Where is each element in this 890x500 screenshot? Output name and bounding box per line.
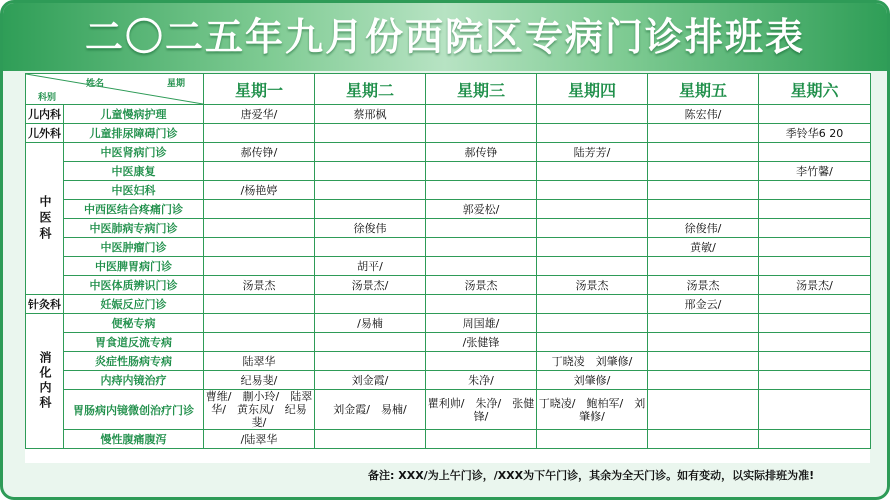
schedule-table-wrap	[25, 73, 870, 463]
schedule-cell: 郝传铮/	[204, 143, 315, 162]
clinic-name: 中医妇科	[64, 181, 204, 200]
day-header-tue: 星期二	[315, 74, 426, 105]
clinic-name: 儿童排尿障碍门诊	[64, 124, 204, 143]
clinic-name: 便秘专病	[64, 314, 204, 333]
schedule-cell	[759, 257, 871, 276]
schedule-cell	[648, 371, 759, 390]
day-header-wed: 星期三	[426, 74, 537, 105]
clinic-name: 妊娠反应门诊	[64, 295, 204, 314]
day-header-sat: 星期六	[759, 74, 871, 105]
schedule-cell	[759, 352, 871, 371]
schedule-cell: 蔡邢枫	[315, 105, 426, 124]
schedule-cell: /张健锋	[426, 333, 537, 352]
schedule-cell: 陈宏伟/	[648, 105, 759, 124]
clinic-name: 中医肿瘤门诊	[64, 238, 204, 257]
schedule-cell: 季铃华6 20	[759, 124, 871, 143]
clinic-name: 中医肾病门诊	[64, 143, 204, 162]
schedule-cell: 丁晓凌 刘肇修/	[537, 352, 648, 371]
schedule-cell	[426, 295, 537, 314]
header-row	[26, 74, 871, 105]
table-row	[26, 430, 871, 449]
schedule-cell	[204, 314, 315, 333]
schedule-cell	[204, 162, 315, 181]
clinic-name: 中医肺病专病门诊	[64, 219, 204, 238]
corner-name-label: 姓名	[86, 79, 105, 89]
schedule-cell	[759, 105, 871, 124]
table-row	[26, 105, 871, 124]
schedule-cell: 汤景杰/	[759, 276, 871, 295]
dept-acupuncture: 针灸科	[26, 295, 64, 314]
schedule-cell	[537, 105, 648, 124]
schedule-cell	[315, 124, 426, 143]
schedule-cell: /陆翠华	[204, 430, 315, 449]
schedule-cell	[648, 430, 759, 449]
clinic-name: 中医康复	[64, 162, 204, 181]
schedule-cell	[759, 333, 871, 352]
schedule-cell	[204, 295, 315, 314]
schedule-cell	[426, 219, 537, 238]
schedule-cell	[648, 352, 759, 371]
schedule-cell	[648, 143, 759, 162]
schedule-cell	[648, 162, 759, 181]
corner-week-label: 星期	[166, 79, 185, 89]
schedule-cell: 曹维/ 蒯小玲/ 陆翠华/ 黄东凤/ 纪易斐/	[204, 390, 315, 430]
schedule-cell: 郝传铮	[426, 143, 537, 162]
dept-pediatrics-internal: 儿内科	[26, 105, 64, 124]
schedule-cell: /杨艳婷	[204, 181, 315, 200]
schedule-cell: 纪易斐/	[204, 371, 315, 390]
schedule-cell	[759, 295, 871, 314]
corner-dept-label: 科别	[38, 93, 57, 103]
schedule-cell	[426, 352, 537, 371]
schedule-cell: 陆翠华	[204, 352, 315, 371]
schedule-cell	[537, 200, 648, 219]
schedule-cell: 黄敏/	[648, 238, 759, 257]
schedule-cell	[204, 257, 315, 276]
schedule-cell: 刘金霞/	[315, 371, 426, 390]
schedule-cell	[204, 124, 315, 143]
table-row	[26, 390, 871, 430]
clinic-name: 胃肠病内镜微创治疗门诊	[64, 390, 204, 430]
schedule-cell	[648, 390, 759, 430]
schedule-cell	[315, 430, 426, 449]
schedule-cell	[315, 333, 426, 352]
schedule-cell: 汤景杰	[204, 276, 315, 295]
schedule-cell	[315, 238, 426, 257]
table-row	[26, 314, 871, 333]
clinic-name: 内痔内镜治疗	[64, 371, 204, 390]
clinic-name: 慢性腹痛腹泻	[64, 430, 204, 449]
schedule-cell	[204, 219, 315, 238]
schedule-cell	[648, 200, 759, 219]
schedule-cell	[426, 105, 537, 124]
schedule-cell	[537, 162, 648, 181]
clinic-name: 中医体质辨识门诊	[64, 276, 204, 295]
schedule-cell	[648, 333, 759, 352]
schedule-cell: 徐俊伟/	[648, 219, 759, 238]
footer-note: 备注: XXX/为上午门诊，/XXX为下午门诊，其余为全天门诊。如有变动，以实际排班为准!	[368, 469, 815, 482]
table-row	[26, 181, 871, 200]
day-header-fri: 星期五	[648, 74, 759, 105]
schedule-cell	[759, 143, 871, 162]
schedule-cell	[315, 162, 426, 181]
schedule-cell: 周国雄/	[426, 314, 537, 333]
table-row	[26, 276, 871, 295]
dept-gastro: 消化内科	[26, 314, 64, 449]
schedule-cell: 汤景杰	[537, 276, 648, 295]
page-title: 二〇二五年九月份西院区专病门诊排班表	[84, 15, 805, 59]
schedule-cell	[426, 238, 537, 257]
schedule-cell: 刘肇修/	[537, 371, 648, 390]
table-row	[26, 352, 871, 371]
clinic-name: 中医脾胃病门诊	[64, 257, 204, 276]
schedule-cell	[537, 430, 648, 449]
schedule-cell: 胡平/	[315, 257, 426, 276]
table-row	[26, 371, 871, 390]
clinic-name: 炎症性肠病专病	[64, 352, 204, 371]
schedule-cell	[537, 219, 648, 238]
dept-tcm: 中医科	[26, 143, 64, 295]
schedule-cell: 邢金云/	[648, 295, 759, 314]
schedule-cell: 徐俊伟	[315, 219, 426, 238]
schedule-cell	[759, 390, 871, 430]
table-row	[26, 219, 871, 238]
schedule-cell	[204, 333, 315, 352]
day-header-mon: 星期一	[204, 74, 315, 105]
schedule-cell: 瞿利帅/ 朱净/ 张健锋/	[426, 390, 537, 430]
schedule-cell	[648, 124, 759, 143]
schedule-cell	[648, 257, 759, 276]
schedule-cell	[648, 314, 759, 333]
schedule-cell: 郭爱松/	[426, 200, 537, 219]
schedule-cell	[537, 257, 648, 276]
schedule-cell	[315, 200, 426, 219]
schedule-cell	[426, 162, 537, 181]
schedule-cell	[648, 181, 759, 200]
table-row	[26, 257, 871, 276]
schedule-cell	[426, 257, 537, 276]
schedule-cell	[537, 295, 648, 314]
schedule-cell	[537, 314, 648, 333]
schedule-cell: /易楠	[315, 314, 426, 333]
day-header-thu: 星期四	[537, 74, 648, 105]
table-row	[26, 200, 871, 219]
table-row	[26, 295, 871, 314]
clinic-name: 中西医结合疼痛门诊	[64, 200, 204, 219]
schedule-cell	[315, 295, 426, 314]
schedule-cell	[537, 238, 648, 257]
schedule-cell	[759, 200, 871, 219]
schedule-cell: 刘金霞/ 易楠/	[315, 390, 426, 430]
table-row	[26, 333, 871, 352]
schedule-cell	[426, 124, 537, 143]
schedule-cell: 丁晓凌/ 鲍柏军/ 刘肇修/	[537, 390, 648, 430]
schedule-cell	[315, 143, 426, 162]
schedule-cell	[426, 181, 537, 200]
schedule-cell	[537, 124, 648, 143]
corner-cell	[26, 74, 204, 105]
clinic-name: 胃食道反流专病	[64, 333, 204, 352]
schedule-cell	[204, 238, 315, 257]
schedule-cell: 汤景杰	[426, 276, 537, 295]
dept-pediatrics-surgery: 儿外科	[26, 124, 64, 143]
schedule-cell	[759, 238, 871, 257]
schedule-cell	[315, 352, 426, 371]
table-row	[26, 238, 871, 257]
clinic-name: 儿童慢病护理	[64, 105, 204, 124]
schedule-cell: 汤景杰/	[315, 276, 426, 295]
schedule-cell: 汤景杰	[648, 276, 759, 295]
schedule-cell	[759, 314, 871, 333]
schedule-cell	[759, 371, 871, 390]
schedule-cell	[759, 430, 871, 449]
schedule-cell: 陆芳芳/	[537, 143, 648, 162]
schedule-table	[25, 73, 871, 449]
schedule-cell	[759, 219, 871, 238]
schedule-cell: 李竹馨/	[759, 162, 871, 181]
table-row	[26, 162, 871, 181]
schedule-cell	[426, 430, 537, 449]
schedule-cell	[537, 333, 648, 352]
schedule-cell	[759, 181, 871, 200]
schedule-cell	[315, 181, 426, 200]
table-row	[26, 143, 871, 162]
table-row	[26, 124, 871, 143]
schedule-cell: 唐爱华/	[204, 105, 315, 124]
schedule-cell: 朱净/	[426, 371, 537, 390]
schedule-cell	[537, 181, 648, 200]
schedule-cell	[204, 200, 315, 219]
